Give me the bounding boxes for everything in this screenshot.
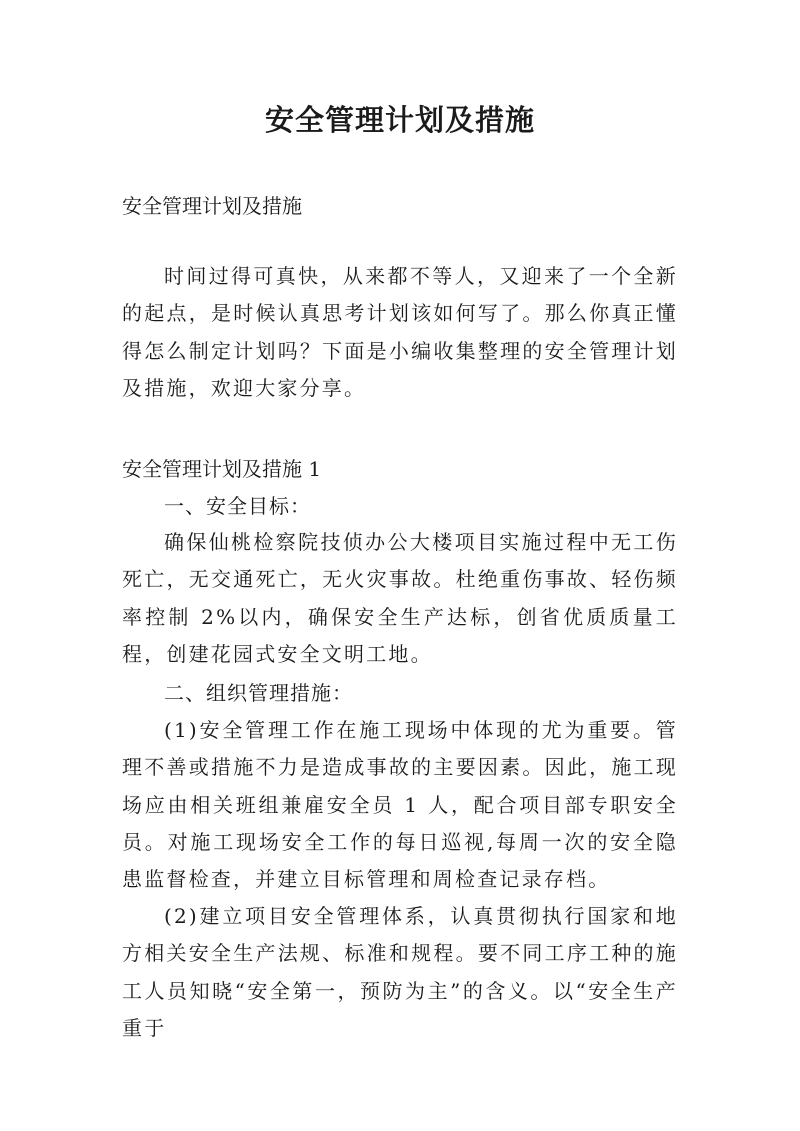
paragraph-measure-2: (2)建立项目安全管理体系，认真贯彻执行国家和地方相关安全生产法规、标准和规程。要不同工序工种的施工人员知晓“安全第一，预防为主”的含义。以“安全生产重于: [122, 904, 678, 1040]
intro-paragraph: 时间过得可真快，从来都不等人，又迎来了一个全新的起点，是时候认真思考计划该如何写了。那么你真正懂得怎么制定计划吗？下面是小编收集整理的安全管理计划及措施，欢迎大家分享。: [122, 264, 678, 400]
document-title: 安全管理计划及措施: [264, 103, 535, 137]
heading-safety-goal: 一、安全目标：: [164, 494, 311, 518]
paragraph-measure-1: (1)安全管理工作在施工现场中体现的尤为重要。管理不善或措施不力是造成事故的主要因素。因此，施工现场应由相关班组兼雇安全员 1 人，配合项目部专职安全员。对施工现场安全工作的每日巡视,每周一次的安全隐患监督检查，并建立目标管理和周检查记录存档。: [122, 718, 678, 892]
document-subtitle: 安全管理计划及措施: [122, 194, 302, 218]
heading-organization-measures: 二、组织管理措施：: [164, 681, 353, 705]
section-title: 安全管理计划及措施 1: [122, 457, 322, 481]
paragraph-safety-goal: 确保仙桃检察院技侦办公大楼项目实施过程中无工伤死亡，无交通死亡，无火灾事故。杜绝重伤事故、轻伤频率控制 2%以内，确保安全生产达标，创省优质质量工程，创建花园式安全文明工地。: [122, 530, 678, 666]
